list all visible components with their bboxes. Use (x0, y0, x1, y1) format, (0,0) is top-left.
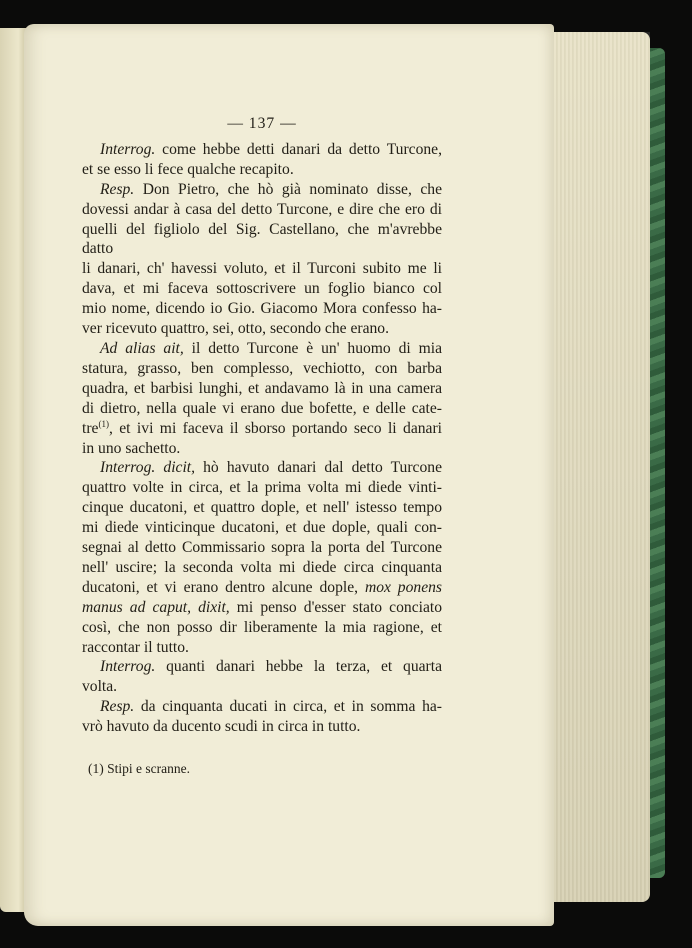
text-segment: così, che non posso dir liberamente la mia ragione, et (82, 618, 442, 636)
text-segment: mi diede vinticinque ducatoni, et due dople, quali con- (82, 519, 442, 537)
paragraph (82, 697, 442, 737)
paragraph (82, 140, 442, 180)
text-segment: raccontar il tutto. (82, 638, 189, 656)
text-segment: li danari, ch' havessi voluto, et il Turconi subito me li (82, 260, 442, 278)
text-segment: Interrog. (100, 140, 156, 158)
text-segment: ver ricevuto quattro, sei, otto, secondo che erano. (82, 320, 390, 338)
text-line (82, 359, 442, 379)
text-line (82, 717, 442, 737)
page-stack-edge (546, 32, 650, 902)
text-line (82, 319, 442, 339)
text-segment: Resp. (100, 180, 135, 198)
text-line (82, 399, 442, 419)
text-line (82, 439, 442, 459)
text-segment: Don Pietro, che hò già nominato disse, che (134, 180, 442, 198)
text-line (82, 518, 442, 538)
text-line (82, 558, 442, 578)
text-segment: quadra, et barbisi lunghi, et andavamo là in una camera (82, 379, 442, 397)
paragraph (82, 458, 442, 657)
text-line (82, 578, 442, 598)
text-segment: vrò havuto da ducento scudi in circa in tutto. (82, 718, 361, 736)
text-line (82, 419, 442, 439)
text-segment: et se esso li fece qualche recapito. (82, 160, 294, 178)
text-segment: tre (82, 419, 99, 437)
text-segment: cinque ducatoni, et quattro dople, et nell' istesso tempo (82, 499, 442, 517)
text-segment: da cinquanta ducati in circa, et in somma ha- (134, 698, 442, 716)
footnote: (1) Stipi e scranne. (88, 761, 190, 777)
text-line (82, 339, 442, 359)
text-line (82, 200, 442, 220)
text-line (82, 638, 442, 658)
text-line (82, 538, 442, 558)
text-segment: mio nome, dicendo io Gio. Giacomo Mora confesso ha- (82, 300, 442, 318)
facing-page-edge (0, 28, 26, 912)
text-segment: Interrog. (100, 658, 156, 676)
paragraph (82, 657, 442, 697)
page-number: — 137 — (227, 115, 297, 132)
text-segment: come hebbe detti danari da detto Turcone, (155, 140, 442, 158)
text-segment: quanti danari hebbe la terza, et quarta (155, 658, 442, 676)
text-segment: segnai al detto Commissario sopra la porta del Turcone (82, 539, 442, 557)
text-line (82, 598, 442, 618)
text-segment: ducatoni, et vi erano dentro alcune dople, (82, 578, 365, 596)
text-line (82, 220, 442, 260)
text-line (82, 140, 442, 160)
body-text (82, 140, 442, 737)
text-segment: nell' uscire; la seconda volta mi diede circa cinquanta (82, 558, 442, 576)
text-segment: Resp. (100, 698, 135, 716)
text-segment: dava, et mi faceva sottoscrivere un foglio bianco col (82, 280, 442, 298)
paragraph (82, 180, 442, 339)
text-segment: mi penso d'esser stato conciato (229, 598, 443, 616)
text-segment: mox ponens (364, 578, 442, 596)
text-segment: Ad alias ait, (100, 339, 184, 357)
text-line (82, 657, 442, 677)
text-segment: volta. (82, 678, 118, 696)
page-text (82, 114, 442, 779)
text-line (82, 160, 442, 180)
text-line (82, 618, 442, 638)
text-line (82, 677, 442, 697)
text-line (82, 279, 442, 299)
text-segment: dovessi andar à casa del detto Turcone, e dire che ero di (82, 200, 442, 218)
text-line (82, 478, 442, 498)
text-line (82, 259, 442, 279)
text-segment: , et ivi mi faceva il sborso portando seco li danari (108, 419, 442, 437)
text-segment: statura, grasso, ben complesso, vechiotto, con barba (82, 359, 442, 377)
text-line (82, 379, 442, 399)
text-segment: di dietro, nella quale vi erano due bofette, e delle cate- (82, 399, 442, 417)
text-segment: quelli del figliolo del Sig. Castellano, che m'avrebbe datto (82, 220, 442, 258)
text-segment: manus ad caput, dixit, (82, 598, 230, 616)
text-segment: quattro volte in circa, et la prima volta mi diede vinti- (82, 479, 442, 497)
text-segment: hò havuto danari dal detto Turcone (195, 459, 442, 477)
text-line (82, 180, 442, 200)
text-segment: il detto Turcone è un' huomo di mia (183, 339, 443, 357)
text-line (82, 697, 442, 717)
text-line (82, 458, 442, 478)
text-segment: in uno sachetto. (82, 439, 181, 457)
text-line (82, 498, 442, 518)
footnote-ref: (1) (98, 418, 109, 429)
text-segment: Interrog. dicit, (100, 459, 196, 477)
text-line (82, 299, 442, 319)
paragraph (82, 339, 442, 458)
